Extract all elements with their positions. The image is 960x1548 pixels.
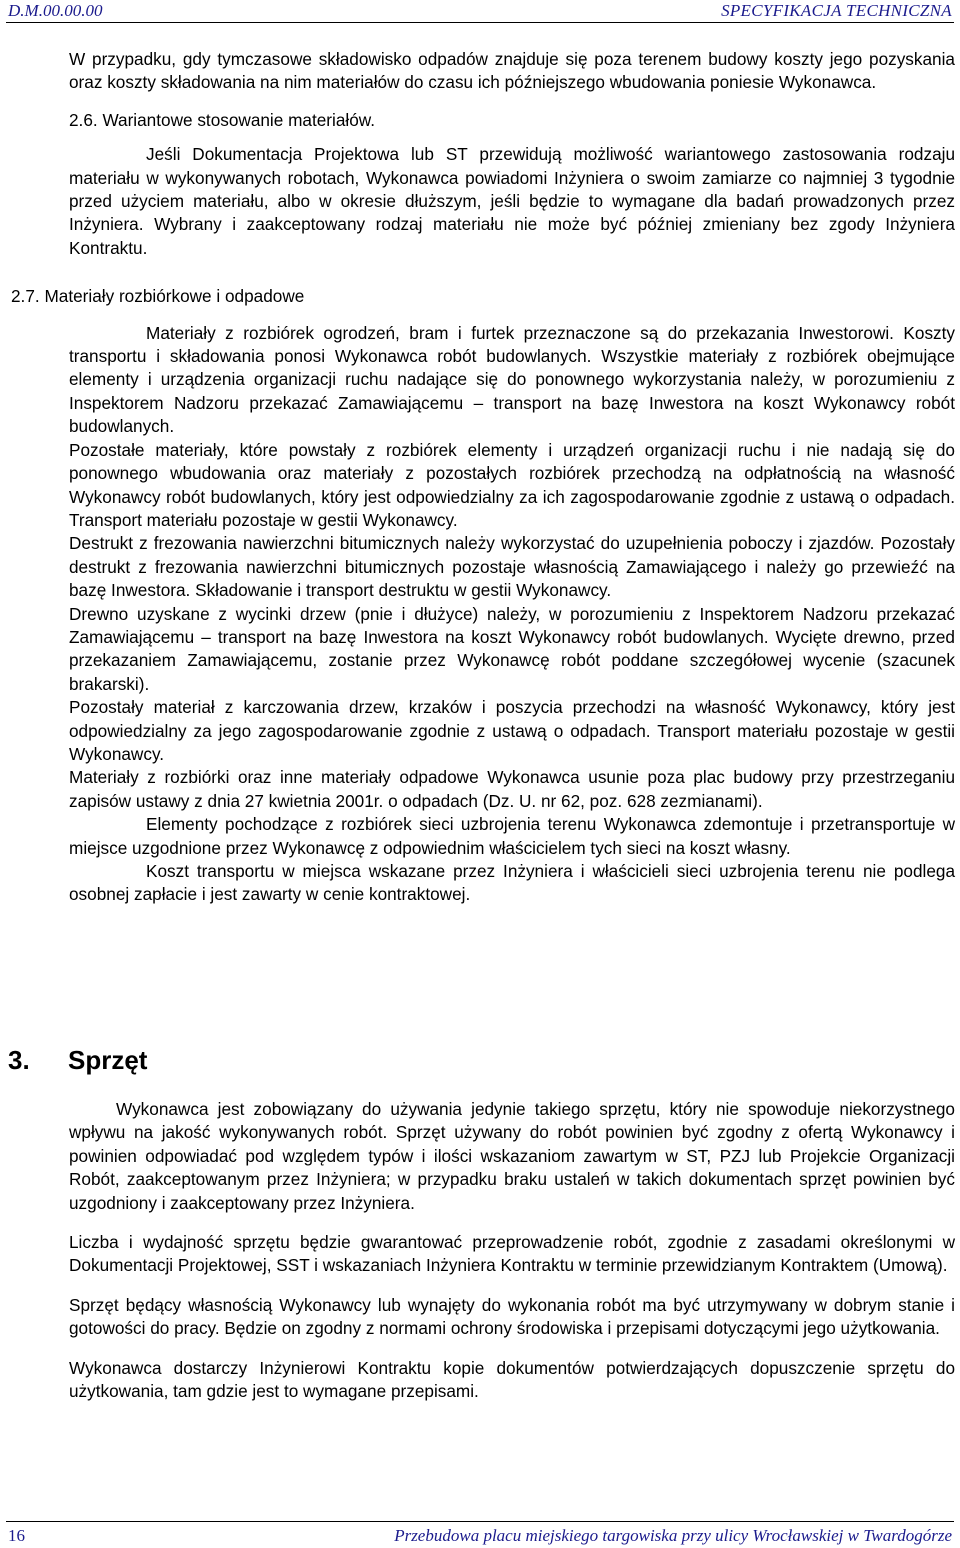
paragraph: Wykonawca dostarczy Inżynierowi Kontraktu kopie dokumentów potwierdzających dopuszczenie sprzętu do użytkowania, tam gdzie jest to wymagane przepisami. (69, 1357, 955, 1402)
paragraph: Liczba i wydajność sprzętu będzie gwarantować przeprowadzenie robót, zgodnie z zasadami określonymi w Dokumentacji Projektowej, SST i wskazaniach Inżyniera Kontraktu w terminie przewidzianym Kontraktem (Umową). (69, 1232, 955, 1276)
header-divider (6, 22, 954, 23)
section-heading-2-6: 2.6. Wariantowe stosowanie materiałów. (69, 109, 376, 130)
paragraph: Elementy pochodzące z rozbiórek sieci uzbrojenia terenu Wykonawca zdemontuje i przetransportuje w miejsce uzgodnione przez Wykonawcę z odpowiednim właścicielem tych sieci na koszt własny. (69, 814, 955, 858)
section-heading-2-7: 2.7. Materiały rozbiórkowe i odpadowe (11, 286, 305, 307)
paragraph: Materiały z rozbiórki oraz inne materiały odpadowe Wykonawca usunie poza plac budowy przy przestrzeganiu zapisów ustawy z dnia 27 kwietnia 2001r. o odpadach (Dz. U. nr 62, poz. 628 zezmianami). (69, 767, 955, 811)
header-code: D.M.00.00.00 (8, 1, 103, 20)
paragraph: Drewno uzyskane z wycinki drzew (pnie i dłużyce) należy, w porozumieniu z Inspektorem Nadzoru przekazać Zamawiającemu – transport na bazę Inwestora na koszt Wykonawcy robót budowlanych. Wycięte drewno, przed przekazaniem Zamawiającemu, zostanie przez Wykonawcę robót poddane szczegółowej wycenie (szacunek brakarski). (69, 603, 955, 694)
paragraph: W przypadku, gdy tymczasowe składowisko odpadów znajduje się poza terenem budowy koszty jego pozyskania oraz koszty składowania na nim materiałów do czasu ich późniejszego wbudowania poniesie Wykonawca. (69, 49, 955, 93)
section-number: 3. (8, 1045, 30, 1075)
section-heading-3 (8, 1044, 147, 1076)
section-title: Sprzęt (68, 1045, 148, 1075)
paragraph: Jeśli Dokumentacja Projektowa lub ST przewidują możliwość wariantowego zastosowania rodzaju materiału w wykonywanych robotach, Wykonawca powiadomi Inżyniera o swoim zamiarze co najmniej 3 tygodnie przed użyciem materiału, albo w okresie dłuższym, jeśli będzie to wymagane dla badań prowadzonych przez Inżyniera. Wybrany i zaakceptowany rodzaj materiału nie może być później zmieniany bez zgody Inżyniera Kontraktu. (69, 144, 955, 258)
paragraph: Destrukt z frezowania nawierzchni bitumicznych należy wykorzystać do uzupełnienia poboczy i zjazdów. Pozostały destrukt z frezowania nawierzchni bitumicznych pozostaje własnością Zamawiającego i należy go przewieźć na bazę Inwestora. Składowanie i transport destruktu w gestii Wykonawcy. (69, 533, 955, 601)
paragraph: Sprzęt będący własnością Wykonawcy lub wynajęty do wykonania robót ma być utrzymywany w dobrym stanie i gotowości do pracy. Będzie on zgodny z normami ochrony środowiska i przepisami dotyczącymi jego użytkowania. (69, 1294, 955, 1339)
paragraph: Pozostałe materiały, które powstały z rozbiórek elementy i urządzeń organizacji ruchu i nie nadają się do ponownego wbudowania oraz materiały z pozostałych rozbiórek przechodzą na odpłatnością na własność Wykonawcy robót budowlanych, który jest odpowiedzialny za ich zagospodarowanie zgodnie z ustawą o odpadach. Transport materiału pozostaje w gestii Wykonawcy. (69, 439, 955, 530)
paragraph: Wykonawca jest zobowiązany do używania jedynie takiego sprzętu, który nie spowoduje niekorzystnego wpływu na jakość wykonywanych robót. Sprzęt używany do robót powinien być zgodny z ofertą Wykonawcy i powinien odpowiadać pod względem typów i ilości wskazaniom zawartym w ST, PZJ lub Projekcie Organizacji Robót, zaakceptowanym przez Inżyniera; w przypadku braku ustaleń w takich dokumentach sprzęt powinien być uzgodniony i zaakceptowany przez Inżyniera. (69, 1099, 955, 1213)
footer-divider (6, 1521, 954, 1522)
page-number: 16 (8, 1526, 25, 1545)
footer-project-title: Przebudowa placu miejskiego targowiska przy ulicy Wrocławskiej w Twardogórze (394, 1526, 952, 1545)
paragraph: Materiały z rozbiórek ogrodzeń, bram i furtek przeznaczone są do przekazania Inwestorowi. Koszty transportu i składowania ponosi Wykonawca robót budowlanych. Wszystkie materiały z rozbiórek obejmujące elementy i urządzenia organizacji ruchu nadające się do ponownego wykorzystania należy, w porozumieniu z Inspektorem Nadzoru przekazać Zamawiającemu – transport na bazę Inwestora na koszt Wykonawcy robót budowlanych. (69, 322, 955, 437)
header-title: SPECYFIKACJA TECHNICZNA (721, 1, 952, 20)
body-text (11, 48, 955, 907)
paragraph: Pozostały materiał z karczowania drzew, krzaków i poszycia przechodzi na własność Wykonawcy, który jest odpowiedzialny za jego zagospodarowanie zgodnie z ustawą o odpadach. Transport materiału pozostaje w gestii Wykonawcy. (69, 697, 955, 764)
body-text-section-3 (69, 1098, 955, 1403)
paragraph: Koszt transportu w miejsca wskazane przez Inżyniera i właścicieli sieci uzbrojenia terenu nie podlega osobnej zapłacie i jest zawarty w cenie kontraktowej. (69, 861, 955, 905)
